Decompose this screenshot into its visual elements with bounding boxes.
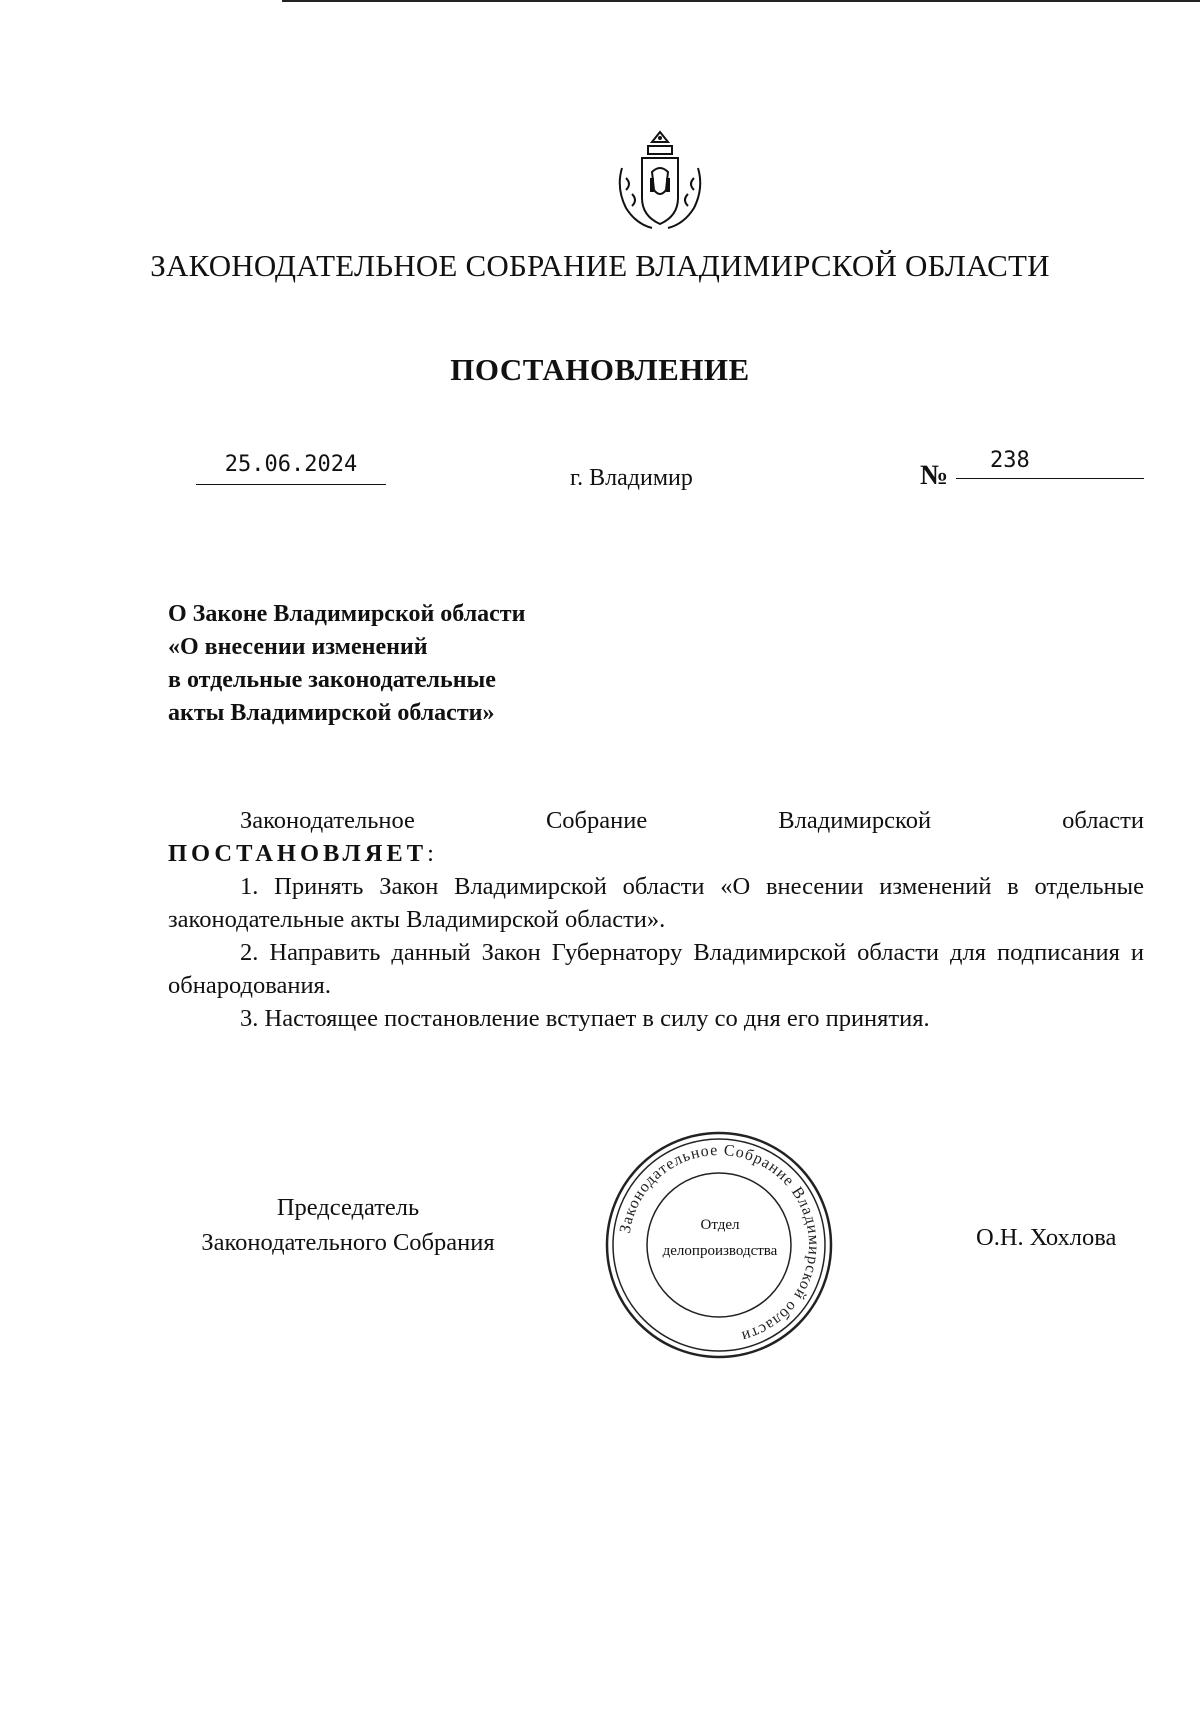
subject-line: «О внесении изменений [168, 634, 428, 660]
document-subject [168, 598, 525, 730]
intro-line [168, 804, 1144, 837]
intro-word: области [1062, 807, 1144, 834]
decree-item: 1. Принять Закон Владимирской области «О внесении изменений в отдельные законодательные акты Владимирской области». [168, 873, 1144, 933]
decree-colon: : [427, 840, 434, 867]
number-underline [956, 478, 1144, 479]
date-underline [196, 484, 386, 485]
intro-word: Законодательное [240, 807, 415, 834]
signatory-title-line: Законодательного Собрания [201, 1229, 495, 1256]
signatory-title-line: Председатель [276, 1194, 420, 1221]
subject-line: акты Владимирской области» [168, 700, 495, 726]
intro-word: Владимирской [778, 807, 932, 834]
signatory-title [170, 1190, 526, 1260]
intro-word: Собрание [545, 807, 648, 834]
decree-word: ПОСТАНОВЛЯЕТ [168, 840, 428, 867]
organization-title: ЗАКОНОДАТЕЛЬНОЕ СОБРАНИЕ ВЛАДИМИРСКОЙ ОБЛАСТИ [150, 248, 1050, 283]
document-date: 25.06.2024 [224, 452, 358, 477]
document-city: г. Владимир [570, 465, 693, 491]
coat-of-arms-icon [612, 128, 708, 234]
document-number: 238 [990, 448, 1030, 473]
decree-line [168, 837, 1144, 870]
stamp-center-line: делопроизводства [662, 1243, 778, 1259]
document-body [168, 804, 1144, 1035]
document-type: ПОСТАНОВЛЕНИЕ [450, 352, 750, 387]
stamp-ring-text: Законодательное Собрание Владимирской области [616, 1141, 823, 1346]
number-sign: № [920, 460, 949, 491]
stamp-center-line: Отдел [700, 1217, 740, 1233]
decree-item: 3. Настоящее постановление вступает в силу со дня его принятия. [240, 1005, 930, 1032]
decree-item: 2. Направить данный Закон Губернатору Владимирской области для подписания и обнародования. [168, 939, 1144, 999]
subject-line: в отдельные законодательные [168, 667, 496, 693]
signatory-name: О.Н. Хохлова [976, 1224, 1117, 1251]
top-border-line [282, 0, 1200, 2]
subject-line: О Законе Владимирской области [168, 601, 526, 627]
